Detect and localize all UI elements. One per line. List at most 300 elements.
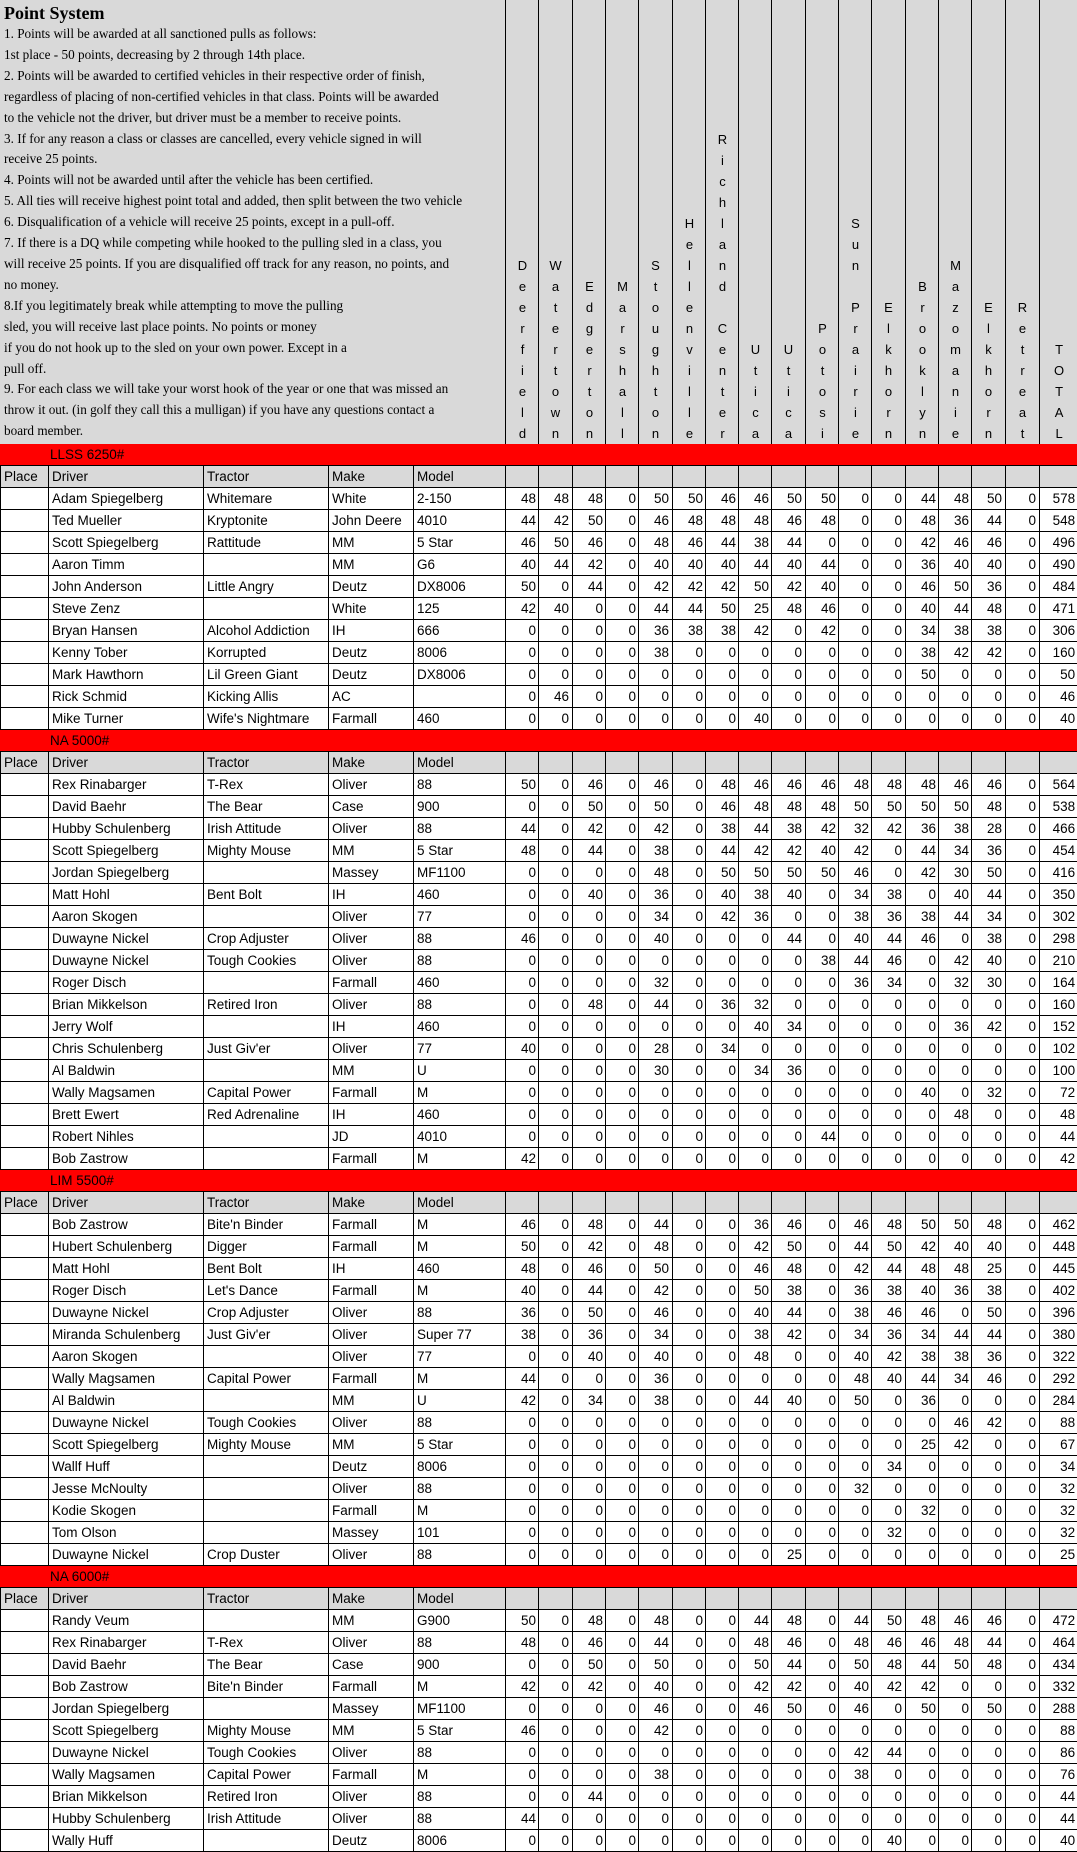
points-cell: 0	[672, 1082, 705, 1103]
points-cell: 0	[605, 1060, 638, 1081]
points-cell	[871, 466, 904, 487]
points-cell: 34	[938, 840, 971, 861]
table-row	[0, 708, 1077, 730]
points-cell: 0	[871, 1016, 904, 1037]
place-cell	[0, 1214, 48, 1235]
driver-cell: Duwayne Nickel	[48, 950, 203, 971]
points-cell: 0	[1005, 1522, 1038, 1543]
points-cell: 46	[705, 488, 738, 509]
points-cell: 44	[638, 1632, 671, 1653]
points-cell	[805, 752, 838, 773]
total-cell: 434	[1039, 1654, 1077, 1675]
make-cell: IH	[328, 1104, 413, 1125]
points-cell: 0	[838, 708, 871, 729]
points-cell: 0	[605, 576, 638, 597]
points-cell: 0	[605, 488, 638, 509]
points-cell: 50	[871, 796, 904, 817]
points-cell: 50	[638, 488, 671, 509]
model-cell: 460	[413, 972, 505, 993]
points-cell: 0	[971, 1500, 1004, 1521]
points-cell: 0	[805, 1104, 838, 1125]
place-cell	[0, 1390, 48, 1411]
points-cell: 0	[971, 1742, 1004, 1763]
points-cell: 46	[572, 532, 605, 553]
make-cell: Oliver	[328, 1742, 413, 1763]
place-cell	[0, 708, 48, 729]
points-cell	[905, 466, 938, 487]
points-cell: 0	[505, 1742, 538, 1763]
points-cell: 0	[572, 1456, 605, 1477]
model-cell: DX8006	[413, 576, 505, 597]
driver-cell: Duwayne Nickel	[48, 928, 203, 949]
total-cell: 471	[1039, 598, 1077, 619]
points-cell: 44	[572, 1786, 605, 1807]
points-cell: 0	[605, 1632, 638, 1653]
points-cell: 50	[638, 796, 671, 817]
total-cell: 578	[1039, 488, 1077, 509]
points-cell: 0	[738, 1368, 771, 1389]
points-cell: 44	[572, 576, 605, 597]
points-cell: 40	[771, 554, 804, 575]
points-cell: 42	[971, 1016, 1004, 1037]
points-cell: 0	[738, 1544, 771, 1565]
make-cell: White	[328, 598, 413, 619]
driver-cell: Duwayne Nickel	[48, 1544, 203, 1565]
points-cell: 0	[572, 1544, 605, 1565]
total-cell: 302	[1039, 906, 1077, 927]
points-cell: 46	[771, 1632, 804, 1653]
make-cell: Farmall	[328, 708, 413, 729]
points-cell: 40	[572, 884, 605, 905]
points-cell: 44	[971, 510, 1004, 531]
points-cell: 0	[572, 1038, 605, 1059]
points-cell: 0	[538, 1324, 571, 1345]
tractor-cell: Kryptonite	[203, 510, 328, 531]
column-header-label: E d g e r t o n	[585, 279, 594, 441]
tractor-cell: Korrupted	[203, 642, 328, 663]
points-cell: 0	[971, 1148, 1004, 1169]
points-cell: 0	[1005, 1302, 1038, 1323]
points-cell: 0	[1005, 1412, 1038, 1433]
points-cell: 46	[572, 1258, 605, 1279]
points-cell: 40	[505, 1280, 538, 1301]
total-cell: 288	[1039, 1698, 1077, 1719]
total-cell: 88	[1039, 1720, 1077, 1741]
points-cell: 0	[705, 1654, 738, 1675]
column-header-label: M a z o m a n i e	[950, 258, 961, 441]
points-cell: 0	[672, 1522, 705, 1543]
table-row	[0, 1522, 1077, 1544]
points-cell: 44	[938, 1324, 971, 1345]
driver-cell: Adam Spiegelberg	[48, 488, 203, 509]
points-cell: 0	[971, 1676, 1004, 1697]
make-cell: MM	[328, 1390, 413, 1411]
points-cell: 0	[738, 1456, 771, 1477]
points-cell: 44	[971, 1324, 1004, 1345]
points-cell: 48	[738, 1632, 771, 1653]
rule-line: 1. Points will be awarded at all sanctioned pulls as follows:	[4, 26, 317, 41]
model-cell: 900	[413, 796, 505, 817]
driver-cell: John Anderson	[48, 576, 203, 597]
points-cell: 0	[572, 1720, 605, 1741]
points-cell: 0	[771, 620, 804, 641]
event-header	[605, 0, 639, 444]
points-cell: 0	[538, 884, 571, 905]
rule-line: 2. Points will be awarded to certified vehicles in their respective order of finish,	[4, 67, 425, 83]
points-cell: 0	[605, 1324, 638, 1345]
total-cell: 46	[1039, 686, 1077, 707]
rule-line: 9. For each class we will take your worst hook of the year or one that was missed an	[4, 381, 449, 397]
points-cell: 50	[771, 862, 804, 883]
points-cell: 0	[505, 1082, 538, 1103]
model-cell: M	[413, 1214, 505, 1235]
points-cell: 0	[538, 818, 571, 839]
points-cell: 42	[971, 1412, 1004, 1433]
points-cell: 42	[738, 840, 771, 861]
points-cell: 48	[738, 796, 771, 817]
points-cell: 0	[605, 1368, 638, 1389]
points-cell: 0	[672, 1324, 705, 1345]
points-cell: 28	[638, 1038, 671, 1059]
column-header-label: R e t r e a t	[1017, 300, 1028, 441]
total-cell: 448	[1039, 1236, 1077, 1257]
place-cell	[0, 554, 48, 575]
make-cell: Deutz	[328, 1456, 413, 1477]
points-cell	[605, 752, 638, 773]
points-cell: 34	[705, 1038, 738, 1059]
points-cell: 42	[505, 1390, 538, 1411]
model-cell	[413, 686, 505, 707]
total-cell: 32	[1039, 1478, 1077, 1499]
points-cell: 44	[572, 1280, 605, 1301]
points-cell: 0	[738, 928, 771, 949]
points-cell: 0	[605, 994, 638, 1015]
place-cell	[0, 1654, 48, 1675]
points-cell: 42	[738, 1236, 771, 1257]
tractor-cell: Just Giv'er	[203, 1038, 328, 1059]
points-cell: 0	[771, 708, 804, 729]
points-cell: 0	[938, 1698, 971, 1719]
points-cell: 0	[971, 994, 1004, 1015]
total-cell: 292	[1039, 1368, 1077, 1389]
points-cell	[805, 1588, 838, 1609]
points-cell: 0	[771, 1500, 804, 1521]
points-cell: 50	[705, 598, 738, 619]
points-cell: 0	[538, 1060, 571, 1081]
points-cell: 0	[605, 1016, 638, 1037]
points-cell: 0	[738, 1434, 771, 1455]
points-cell: 0	[705, 1786, 738, 1807]
points-cell: 46	[805, 774, 838, 795]
total-cell: 50	[1039, 664, 1077, 685]
points-cell: 0	[771, 994, 804, 1015]
points-cell: 48	[805, 796, 838, 817]
points-cell: 0	[605, 1830, 638, 1851]
points-cell: 38	[638, 1390, 671, 1411]
make-cell: MM	[328, 532, 413, 553]
points-cell: 0	[672, 1830, 705, 1851]
points-cell: 0	[1005, 554, 1038, 575]
driver-header: Driver	[48, 752, 203, 773]
points-cell: 50	[672, 488, 705, 509]
points-cell: 50	[705, 862, 738, 883]
points-cell: 36	[505, 1302, 538, 1323]
driver-cell: Mike Turner	[48, 708, 203, 729]
make-cell: Oliver	[328, 818, 413, 839]
place-cell	[0, 1082, 48, 1103]
column-header-label: T O T A L	[1054, 342, 1065, 441]
points-cell: 42	[938, 1434, 971, 1455]
points-cell: 48	[938, 488, 971, 509]
points-cell: 50	[905, 1214, 938, 1235]
points-cell: 0	[605, 708, 638, 729]
model-cell: G6	[413, 554, 505, 575]
points-cell: 0	[905, 1544, 938, 1565]
points-cell: 0	[705, 1456, 738, 1477]
points-cell: 44	[705, 532, 738, 553]
points-cell: 0	[871, 686, 904, 707]
total-cell: 44	[1039, 1786, 1077, 1807]
points-cell	[771, 752, 804, 773]
table-row	[0, 1302, 1077, 1324]
model-cell: M	[413, 1236, 505, 1257]
tractor-cell	[203, 1610, 328, 1631]
points-cell: 0	[605, 532, 638, 553]
points-cell: 0	[905, 1148, 938, 1169]
points-cell: 46	[771, 510, 804, 531]
points-cell: 0	[505, 686, 538, 707]
make-cell: White	[328, 488, 413, 509]
points-cell: 0	[705, 1016, 738, 1037]
table-row	[0, 1390, 1077, 1412]
make-cell: Oliver	[328, 1302, 413, 1323]
points-cell: 0	[572, 862, 605, 883]
driver-cell: Roger Disch	[48, 1280, 203, 1301]
points-cell	[572, 1588, 605, 1609]
points-cell: 0	[705, 1412, 738, 1433]
points-cell: 0	[672, 1544, 705, 1565]
points-cell: 38	[938, 818, 971, 839]
event-header	[971, 0, 1005, 444]
points-cell: 0	[505, 1522, 538, 1543]
points-cell: 0	[672, 1610, 705, 1631]
points-cell: 50	[838, 1390, 871, 1411]
points-cell: 46	[871, 1302, 904, 1323]
tractor-cell: Irish Attitude	[203, 1808, 328, 1829]
points-cell: 0	[838, 1016, 871, 1037]
points-cell: 0	[1005, 884, 1038, 905]
points-cell: 0	[905, 1522, 938, 1543]
points-cell: 0	[771, 1126, 804, 1147]
points-cell: 0	[1005, 950, 1038, 971]
points-cell: 42	[505, 1676, 538, 1697]
table-row	[0, 664, 1077, 686]
total-cell: 34	[1039, 1456, 1077, 1477]
points-cell: 0	[672, 1302, 705, 1323]
points-cell: 0	[805, 1016, 838, 1037]
points-cell	[605, 1588, 638, 1609]
points-cell: 0	[771, 1830, 804, 1851]
points-cell: 0	[805, 1610, 838, 1631]
points-cell: 0	[938, 1082, 971, 1103]
event-header	[938, 0, 972, 444]
points-cell	[705, 1588, 738, 1609]
points-cell	[871, 1588, 904, 1609]
points-cell: 0	[1005, 1368, 1038, 1389]
points-cell: 30	[638, 1060, 671, 1081]
points-cell: 0	[1005, 1038, 1038, 1059]
model-cell: M	[413, 1500, 505, 1521]
points-cell: 46	[871, 950, 904, 971]
class-name: LLSS 6250#	[50, 447, 125, 462]
points-cell: 38	[905, 1346, 938, 1367]
points-cell: 0	[538, 796, 571, 817]
tractor-cell: Mighty Mouse	[203, 1434, 328, 1455]
points-cell: 0	[971, 1478, 1004, 1499]
table-row	[0, 906, 1077, 928]
points-cell: 48	[971, 1214, 1004, 1235]
points-cell: 34	[838, 884, 871, 905]
driver-cell: Wally Magsamen	[48, 1368, 203, 1389]
tractor-cell	[203, 1698, 328, 1719]
event-header	[771, 0, 805, 444]
points-cell: 36	[938, 1016, 971, 1037]
points-cell: 0	[771, 1478, 804, 1499]
place-cell	[0, 1324, 48, 1345]
event-header	[705, 0, 739, 444]
model-cell: 88	[413, 774, 505, 795]
class-section-header	[0, 1566, 1077, 1588]
table-row	[0, 532, 1077, 554]
points-cell: 0	[705, 1742, 738, 1763]
points-cell: 44	[838, 1610, 871, 1631]
points-cell: 0	[971, 1060, 1004, 1081]
points-cell: 0	[1005, 818, 1038, 839]
points-cell	[1005, 752, 1038, 773]
points-cell: 0	[705, 1478, 738, 1499]
points-cell: 0	[771, 906, 804, 927]
total-cell: 100	[1039, 1060, 1077, 1081]
points-cell: 40	[938, 554, 971, 575]
points-cell: 38	[505, 1324, 538, 1345]
points-cell	[538, 1192, 571, 1213]
points-cell: 0	[505, 1456, 538, 1477]
points-cell: 0	[572, 1126, 605, 1147]
points-cell: 36	[572, 1324, 605, 1345]
points-cell: 44	[938, 598, 971, 619]
points-cell: 0	[538, 1742, 571, 1763]
points-cell: 48	[971, 796, 1004, 817]
points-cell: 48	[638, 862, 671, 883]
points-cell: 0	[705, 1808, 738, 1829]
points-cell	[1005, 1588, 1038, 1609]
place-cell	[0, 1346, 48, 1367]
points-cell: 34	[971, 906, 1004, 927]
points-cell: 0	[538, 862, 571, 883]
driver-cell: Kodie Skogen	[48, 1500, 203, 1521]
points-cell: 0	[971, 708, 1004, 729]
column-header-label: H e l l e n v i l l e	[684, 216, 695, 441]
points-cell: 40	[871, 1830, 904, 1851]
tractor-cell	[203, 1346, 328, 1367]
points-cell: 0	[771, 1368, 804, 1389]
points-cell: 0	[638, 1522, 671, 1543]
points-cell: 0	[605, 1280, 638, 1301]
points-cell: 0	[838, 642, 871, 663]
points-cell	[805, 1192, 838, 1213]
table-row	[0, 972, 1077, 994]
rule-line: 6. Disqualification of a vehicle will receive 25 points, except in a pull-off.	[4, 214, 395, 230]
points-cell: 0	[805, 1456, 838, 1477]
points-cell: 0	[538, 1478, 571, 1499]
points-cell: 40	[638, 928, 671, 949]
model-cell: 2-150	[413, 488, 505, 509]
points-cell: 0	[572, 1412, 605, 1433]
points-cell: 0	[1005, 1258, 1038, 1279]
points-cell: 0	[672, 796, 705, 817]
points-cell: 46	[838, 1698, 871, 1719]
model-cell: 5 Star	[413, 532, 505, 553]
points-cell: 40	[771, 884, 804, 905]
points-cell: 0	[572, 1434, 605, 1455]
table-row	[0, 1236, 1077, 1258]
points-cell: 0	[505, 1544, 538, 1565]
table-row	[0, 620, 1077, 642]
points-cell: 0	[871, 1390, 904, 1411]
model-cell: 88	[413, 1544, 505, 1565]
page-title: Point System	[4, 3, 105, 23]
points-cell	[838, 466, 871, 487]
points-cell: 44	[705, 840, 738, 861]
place-cell	[0, 1412, 48, 1433]
model-cell: U	[413, 1060, 505, 1081]
points-cell: 0	[605, 1698, 638, 1719]
make-cell: Farmall	[328, 1280, 413, 1301]
points-cell: 0	[838, 1434, 871, 1455]
column-header-row	[0, 466, 1077, 488]
points-cell: 0	[971, 664, 1004, 685]
place-cell	[0, 488, 48, 509]
table-row	[0, 1280, 1077, 1302]
place-cell	[0, 1280, 48, 1301]
points-cell: 50	[738, 862, 771, 883]
driver-header: Driver	[48, 1588, 203, 1609]
points-cell: 0	[605, 1104, 638, 1125]
points-cell: 50	[572, 1302, 605, 1323]
points-cell: 44	[771, 1654, 804, 1675]
points-cell: 0	[538, 1456, 571, 1477]
place-header: Place	[0, 1192, 48, 1213]
points-cell: 0	[805, 1302, 838, 1323]
points-cell: 46	[771, 774, 804, 795]
points-cell: 0	[672, 1654, 705, 1675]
points-cell: 0	[572, 972, 605, 993]
make-cell: Deutz	[328, 576, 413, 597]
event-header	[538, 0, 572, 444]
model-cell: M	[413, 1764, 505, 1785]
points-cell: 0	[672, 686, 705, 707]
make-cell: Farmall	[328, 1082, 413, 1103]
points-cell: 34	[938, 1368, 971, 1389]
tractor-cell: Let's Dance	[203, 1280, 328, 1301]
points-cell: 0	[938, 1786, 971, 1807]
total-cell: 40	[1039, 708, 1077, 729]
points-cell: 0	[672, 1764, 705, 1785]
make-cell: Oliver	[328, 928, 413, 949]
points-cell: 0	[1005, 664, 1038, 685]
model-cell: G900	[413, 1610, 505, 1631]
points-cell	[938, 1588, 971, 1609]
